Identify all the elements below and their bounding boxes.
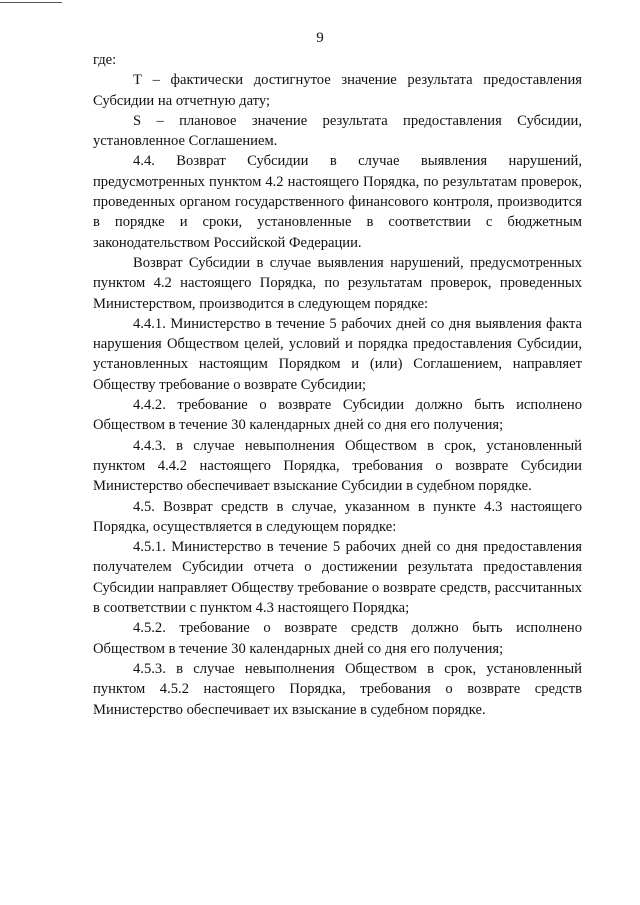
paragraph-4-5: 4.5. Возврат средств в случае, указанном в пункте 4.3 настоящего Порядка, осуществляется в следующем порядке: xyxy=(93,498,582,535)
paragraph-4-4-3: 4.4.3. в случае невыполнения Обществом в срок, установленный пунктом 4.4.2 настоящего Порядка, требования о возврате Субсидии Министерство обеспечивает взыскание Субсидии в судебном порядке. xyxy=(93,437,582,495)
paragraph-4-5-1: 4.5.1. Министерство в течение 5 рабочих дней со дня предоставления получателем Субсидии отчета о достижении результата предоставления Субсидии направляет Обществу требование о возврате средств, рассчитанных в соответствии с пунктом 4.3 настоящего Порядка; xyxy=(93,539,582,617)
paragraph-definition-s: S – плановое значение результата предоставления Субсидии, установленное Соглашением. xyxy=(93,112,582,150)
paragraph-4-4-1: 4.4.1. Министерство в течение 5 рабочих дней со дня выявления факта нарушения Обществом целей, условий и порядка предоставления Субсидии, установленных настоящим Порядком и (или) Соглашением, направляет Обществу требование о возврате Субсидии; xyxy=(93,315,582,393)
paragraph-4-5-3: 4.5.3. в случае невыполнения Обществом в срок, установленный пунктом 4.5.2 настоящего Порядка, требования о возврате средств Министерство обеспечивает их взыскание в судебном порядке. xyxy=(93,660,582,718)
page-number: 9 xyxy=(316,30,324,46)
paragraph-ministry-return: Возврат Субсидии в случае выявления нарушений, предусмотренных пунктом 4.2 настоящего Порядка, по результатам проверок, проведенных Министерством, производится в следующем порядке: xyxy=(93,254,582,312)
paragraph-4-4: 4.4. Возврат Субсидии в случае выявления нарушений, предусмотренных пунктом 4.2 настоящего Порядка, по результатам проверок, проведенных органом государственного финансового контроля, производится в порядке и сроки, установленные в соответствии с бюджетным законодательством Российской Федерации. xyxy=(93,153,582,251)
paragraph-definition-t: Т – фактически достигнутое значение результата предоставления Субсидии на отчетную дату; xyxy=(93,72,582,109)
paragraph-4-4-2: 4.4.2. требование о возврате Субсидии должно быть исполнено Обществом в течение 30 календарных дней со дня его получения; xyxy=(93,397,582,434)
paragraph-where: где: xyxy=(93,52,117,68)
paragraph-4-5-2: 4.5.2. требование о возврате средств должно быть исполнено Обществом в течение 30 календарных дней со дня его получения; xyxy=(93,620,582,657)
top-edge-rule xyxy=(0,2,62,3)
document-body xyxy=(93,50,582,720)
